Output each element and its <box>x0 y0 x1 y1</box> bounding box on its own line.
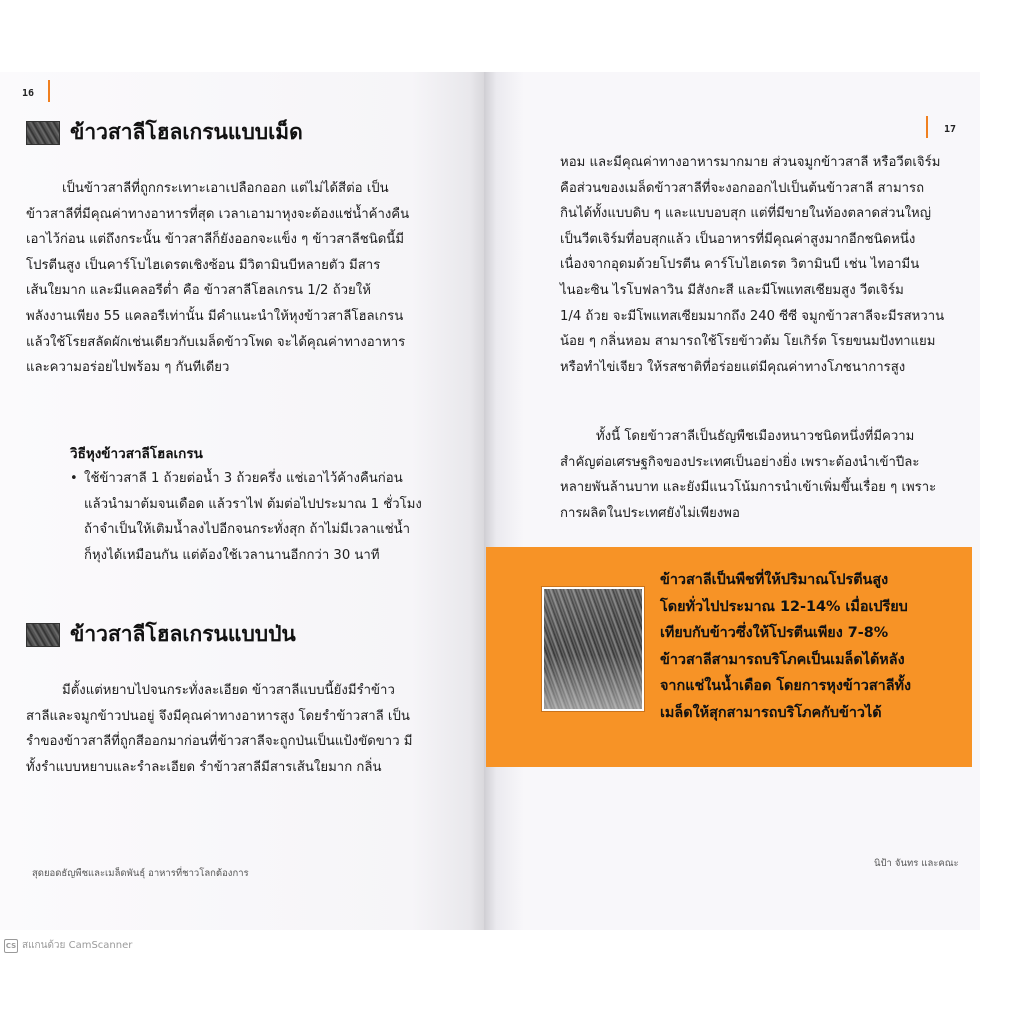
page-number-bar-right <box>926 116 928 138</box>
text-line: แล้วใช้โรยสลัดผักเช่นเดียวกับเมล็ดข้าวโพด จะได้คุณค่าทางอาหาร <box>26 334 406 350</box>
text-line: คือส่วนของเมล็ดข้าวสาลีที่จะงอกออกไปเป็นต้นข้าวสาลี สามารถ <box>560 180 925 196</box>
page-number-bar-left <box>48 80 50 102</box>
text-line: โปรตีนสูง เป็นคาร์โบไฮเดรตเชิงซ้อน มีวิตามินบีหลายตัว มีสาร <box>26 257 381 273</box>
cooking-method-subheading: วิธีหุงข้าวสาลีโฮลเกรน <box>70 446 203 462</box>
photo-shading <box>544 655 642 709</box>
text-line: ใช้ข้าวสาลี 1 ถ้วยต่อน้ำ 3 ถ้วยครึ่ง แช่เอาไว้ค้างคืนก่อน <box>84 471 403 486</box>
text-line: เป็นวีตเจิร์มที่อบสุกแล้ว เป็นอาหารที่มีคุณค่าสูงมากอีกชนิดหนึ่ง <box>560 231 916 247</box>
heading-text: ข้าวสาลีโฮลเกรนแบบเม็ด <box>70 120 303 144</box>
wheat-thumbnail-icon <box>26 623 60 647</box>
bullet-icon: • <box>70 471 78 486</box>
page-number-left: 16 <box>22 88 35 99</box>
text-line: ข้าวสาลีที่มีคุณค่าทางอาหารที่สุด เวลาเอามาหุงจะต้องแช่น้ำค้างคืน <box>26 206 410 222</box>
callout-text <box>660 567 960 726</box>
text-line: หรือทำไข่เจียว ให้รสชาติที่อร่อยแต่มีคุณค่าทางโภชนาการสูง <box>560 359 906 375</box>
text-line: เนื่องจากอุดมด้วยโปรตีน คาร์โบไฮเดรต วิตามินบี เช่น ไทอามีน <box>560 257 920 273</box>
text-line: แล้วนำมาต้มจนเดือด แล้วราไฟ ต้มต่อไปประมาณ 1 ชั่วโมง <box>84 496 422 512</box>
footer-right: นิป้า จันทร และคณะ <box>874 858 959 869</box>
text-line: เทียบกับข้าวซึ่งให้โปรตีนเพียง 7-8% <box>660 625 889 641</box>
text-line: ข้าวสาลีสามารถบริโภคเป็นเมล็ดได้หลัง <box>660 651 905 668</box>
paragraph-wheat-germ <box>560 150 956 380</box>
protein-callout-box <box>486 547 972 767</box>
text-line: ทั้งนี้ โดยข้าวสาลีเป็นธัญพืชเมืองหนาวชนิดหนึ่งที่มีความ <box>596 429 915 444</box>
wheat-thumbnail-icon <box>26 121 60 145</box>
scanner-label: สแกนด้วย CamScanner <box>22 940 133 951</box>
scanner-watermark <box>4 938 132 953</box>
text-line: สาลีและจมูกข้าวปนอยู่ จึงมีคุณค่าทางอาหารสูง โดยรำข้าวสาลี เป็น <box>26 708 410 724</box>
camscanner-icon: CS <box>4 939 18 953</box>
text-line: ก็หุงได้เหมือนกัน แต่ต้องใช้เวลานานอีกกว่า 30 นาที <box>84 547 380 563</box>
text-line: น้อย ๆ กลิ่นหอม สามารถใช้โรยข้าวต้ม โยเกิร์ต โรยขนมปังทาแยม <box>560 334 936 350</box>
text-line: พลังงานเพียง 55 แคลอรีเท่านั้น มีคำแนะนำให้หุงข้าวสาลีโฮลเกรน <box>26 308 404 324</box>
text-line: ไนอะซิน ไรโบฟลาวิน มีสังกะสี และมีโพแทสเซียมสูง วีตเจิร์ม <box>560 282 904 298</box>
text-line: ถ้าจำเป็นให้เติมน้ำลงไปอีกจนกระทั่งสุก ถ้าไม่มีเวลาแช่น้ำ <box>84 522 411 538</box>
wheat-field-photo <box>542 587 644 711</box>
left-page <box>0 72 484 930</box>
text-line: เอาไว้ก่อน แต่ถึงกระนั้น ข้าวสาลีก็ยังออกจะแข็ง ๆ ข้าวสาลีชนิดนี้มี <box>26 232 405 248</box>
right-page <box>484 72 980 930</box>
section-heading-whole-grain <box>26 116 303 149</box>
text-line: ข้าวสาลีเป็นพืชที่ให้ปริมาณโปรตีนสูง <box>660 572 889 588</box>
section-heading-ground <box>26 618 296 651</box>
text-line: หอม และมีคุณค่าทางอาหารมากมาย ส่วนจมูกข้าวสาลี หรือวีตเจิร์ม <box>560 155 941 170</box>
text-line: เป็นข้าวสาลีที่ถูกกระเทาะเอาเปลือกออก แต่ไม่ได้สีต่อ เป็น <box>62 181 389 196</box>
text-line: จากแช่ในน้ำเดือด โดยการหุงข้าวสาลีทั้ง <box>660 678 912 694</box>
text-line: เมล็ดให้สุกสามารถบริโภคกับข้าวได้ <box>660 704 882 721</box>
text-line: และความอร่อยไปพร้อม ๆ กันทีเดียว <box>26 360 230 376</box>
text-line: เส้นใยมาก และมีแคลอรีต่ำ คือ ข้าวสาลีโฮลเกรน 1/2 ถ้วยให้ <box>26 283 371 299</box>
text-line: สำคัญต่อเศรษฐกิจของประเทศเป็นอย่างยิ่ง เพราะต้องนำเข้าปีละ <box>560 454 920 470</box>
page-number-right: 17 <box>943 124 956 135</box>
footer-left: สุดยอดธัญพืชและเมล็ดพันธุ์ อาหารที่ชาวโลกต้องการ <box>32 868 249 879</box>
text-line: หลายพันล้านบาท และยังมีแนวโน้มการนำเข้าเพิ่มขึ้นเรื่อย ๆ เพราะ <box>560 480 937 496</box>
paragraph-whole-grain <box>26 176 456 381</box>
cooking-method-bullet <box>70 466 464 568</box>
heading-text: ข้าวสาลีโฮลเกรนแบบป่น <box>70 622 296 646</box>
text-line: การผลิตในประเทศยังไม่เพียงพอ <box>560 505 740 521</box>
text-line: มีตั้งแต่หยาบไปจนกระทั่งละเอียด ข้าวสาลีแบบนี้ยังมีรำข้าว <box>62 683 395 698</box>
text-line: กินได้ทั้งแบบดิบ ๆ และแบบอบสุก แต่ที่มีขายในท้องตลาดส่วนใหญ่ <box>560 206 931 222</box>
text-line: 1/4 ถ้วย จะมีโพแทสเซียมมากถึง 240 ซีซี จมูกข้าวสาลีจะมีรสหวาน <box>560 308 945 324</box>
text-line: ทั้งรำแบบหยาบและรำละเอียด รำข้าวสาลีมีสารเส้นใยมาก กลิ่น <box>26 759 382 775</box>
text-line: รำของข้าวสาลีที่ถูกสีออกมาก่อนที่ข้าวสาลีจะถูกป่นเป็นแป้งขัดขาว มี <box>26 734 413 750</box>
paragraph-ground <box>26 678 456 780</box>
text-line: โดยทั่วไปประมาณ 12-14% เมื่อเปรียบ <box>660 598 908 615</box>
paragraph-economy <box>560 424 956 526</box>
